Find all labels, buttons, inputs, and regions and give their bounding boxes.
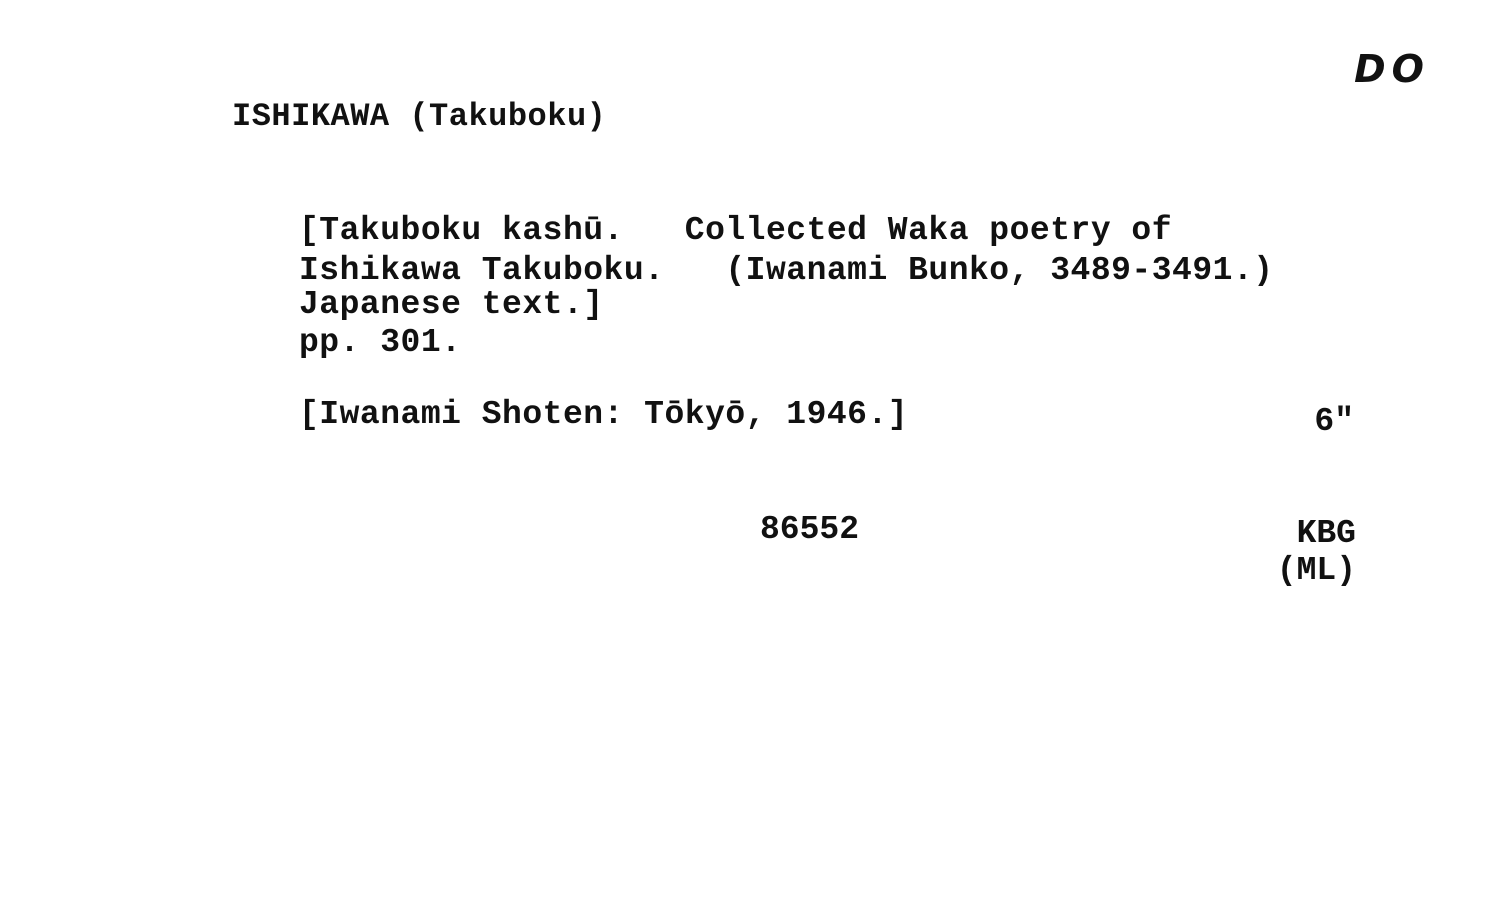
initials: KBG — [1296, 515, 1356, 552]
size: 6" — [1314, 403, 1354, 440]
corner-code: DO — [1354, 47, 1430, 91]
heading: ISHIKAWA (Takuboku) — [232, 98, 607, 135]
title-line-2: Ishikawa Takuboku. (Iwanami Bunko, 3489-3491.) — [299, 252, 1274, 289]
initials-note: (ML) — [1276, 552, 1356, 589]
imprint: [Iwanami Shoten: Tōkyō, 1946.] — [299, 396, 909, 433]
title-line-1: [Takuboku kashū. Collected Waka poetry of — [299, 212, 1173, 249]
language-note: Japanese text.] — [299, 286, 604, 323]
pagination: pp. 301. — [299, 324, 462, 361]
accession-number: 86552 — [760, 511, 860, 548]
